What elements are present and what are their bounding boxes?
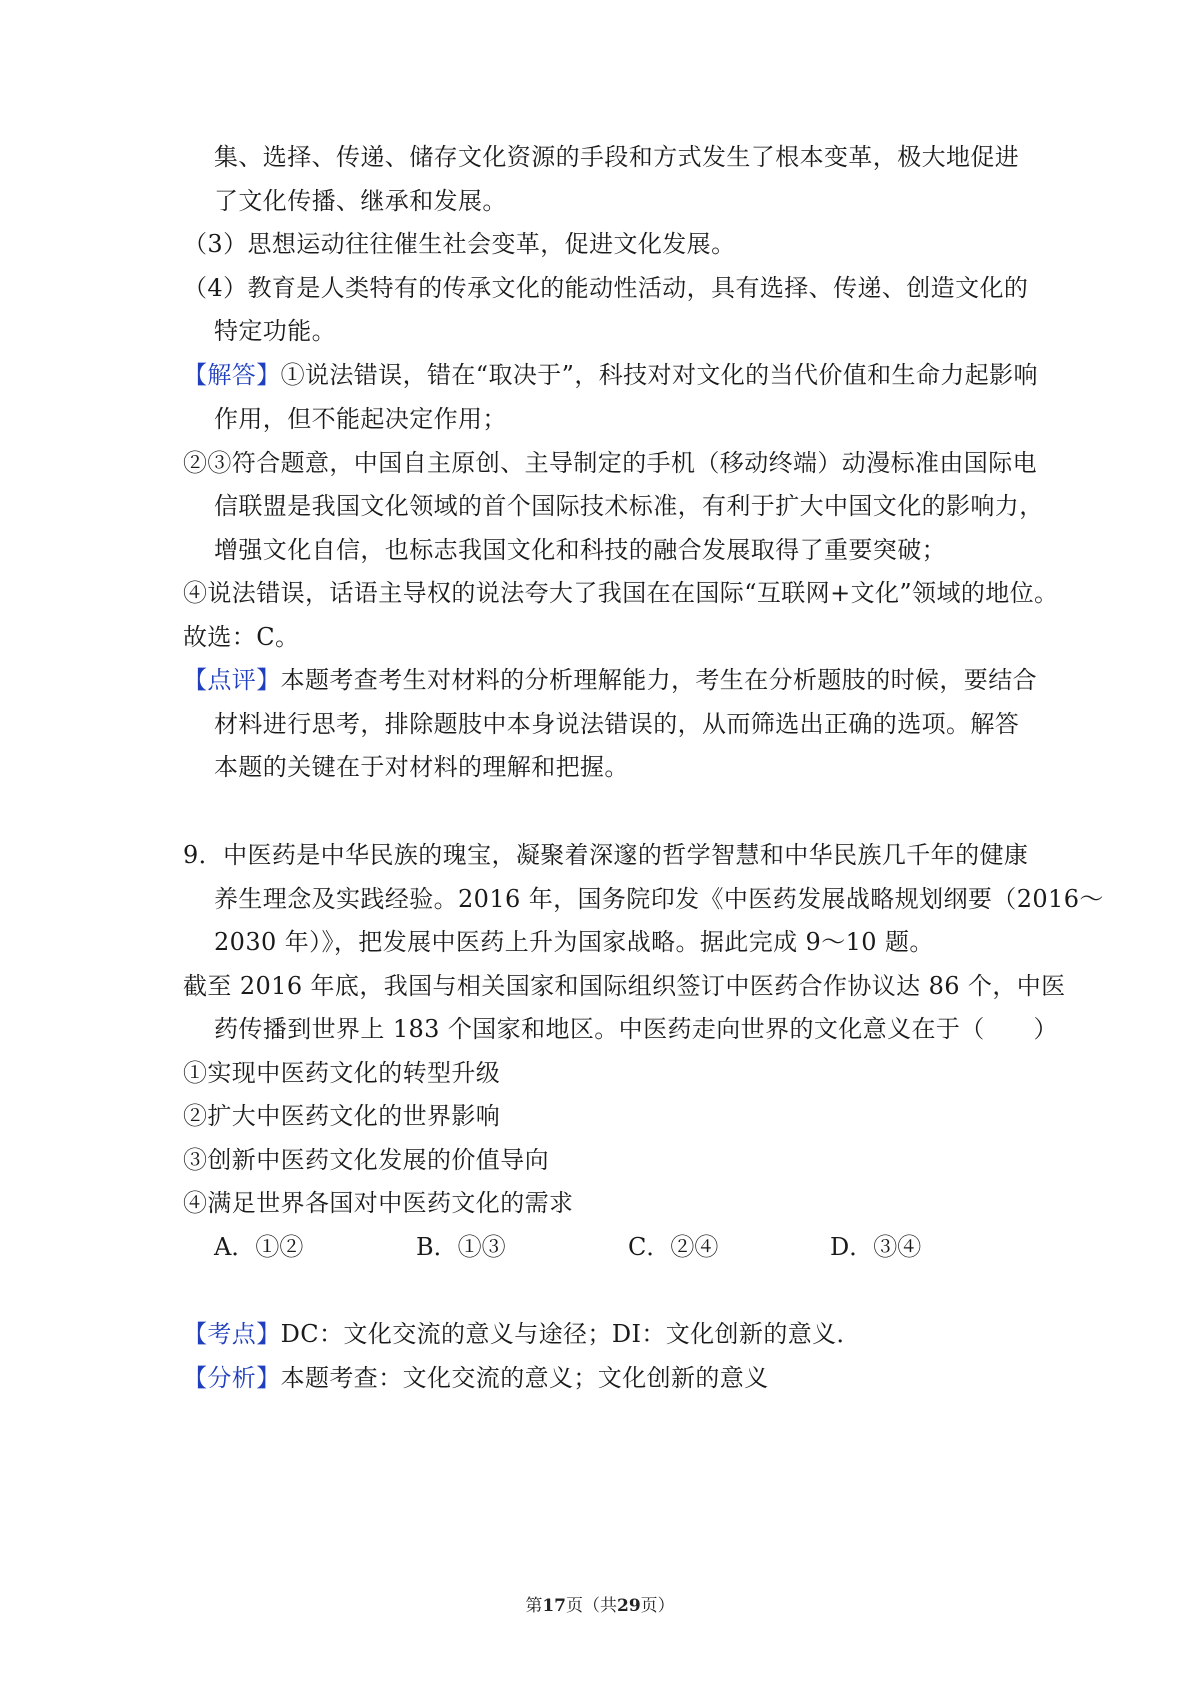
text-line: 集、选择、传递、储存文化资源的手段和方式发生了根本变革，极大地促进 — [214, 143, 1020, 171]
text-line: 材料进行思考，排除题肢中本身说法错误的，从而筛选出正确的选项。解答 — [214, 710, 1020, 738]
statement-item: ③创新中医药文化发展的价值导向 — [183, 1146, 549, 1174]
text-line: 增强文化自信，也标志我国文化和科技的融合发展取得了重要突破； — [214, 536, 946, 564]
text-line: 本题的关键在于对材料的理解和把握。 — [214, 753, 629, 781]
answer-line: 【解答】①说法错误，错在“取决于”，科技对对文化的当代价值和生命力起影响 — [183, 361, 1038, 389]
text-line: ④说法错误，话语主导权的说法夸大了我国在在国际“互联网+文化”领域的地位。 — [183, 579, 1059, 607]
fenxi-line: 【分析】本题考查：文化交流的意义；文化创新的意义 — [183, 1364, 769, 1392]
text-line: 了文化传播、继承和发展。 — [214, 187, 507, 215]
option-d: D．③④ — [830, 1233, 922, 1261]
text-line: （3）思想运动往往催生社会变革，促进文化发展。 — [183, 230, 736, 258]
question-line: 9．中医药是中华民族的瑰宝，凝聚着深邃的哲学智慧和中华民族几千年的健康 — [183, 841, 1029, 869]
text-line: 截至 2016 年底，我国与相关国家和国际组织签订中医药合作协议达 86 个，中医 — [183, 972, 1066, 1000]
total-pages: 29 — [617, 1596, 641, 1616]
comment-line: 【点评】本题考查考生对材料的分析理解能力，考生在分析题肢的时候，要结合 — [183, 666, 1038, 694]
text-line: （4）教育是人类特有的传承文化的能动性活动，具有选择、传递、创造文化的 — [183, 274, 1029, 302]
text-line: 作用，但不能起决定作用； — [214, 405, 507, 433]
answer-tag: 【解答】 — [183, 361, 281, 389]
comment-tag: 【点评】 — [183, 666, 281, 694]
kaodian-tag: 【考点】 — [183, 1320, 281, 1348]
fenxi-tag: 【分析】 — [183, 1364, 281, 1392]
kaodian-line: 【考点】DC：文化交流的意义与途径；DI：文化创新的意义． — [183, 1320, 861, 1348]
text-line: 特定功能。 — [214, 317, 336, 345]
page-number: 17 — [542, 1596, 566, 1616]
page-footer: 第17页（共29页） — [525, 1596, 675, 1616]
option-a: A．①② — [214, 1233, 304, 1261]
statement-item: ①实现中医药文化的转型升级 — [183, 1059, 501, 1087]
option-c: C．②④ — [628, 1233, 719, 1261]
text-line: 药传播到世界上 183 个国家和地区。中医药走向世界的文化意义在于（ ） — [214, 1015, 1058, 1043]
text-line: 养生理念及实践经验。2016 年，国务院印发《中医药发展战略规划纲要（2016～ — [214, 885, 1104, 913]
text-line: 2030 年）》，把发展中医药上升为国家战略。据此完成 9～10 题。 — [214, 928, 934, 956]
text-line: 信联盟是我国文化领域的首个国际技术标准，有利于扩大中国文化的影响力， — [214, 492, 1044, 520]
statement-item: ②扩大中医药文化的世界影响 — [183, 1102, 501, 1130]
option-b: B．①③ — [416, 1233, 506, 1261]
statement-item: ④满足世界各国对中医药文化的需求 — [183, 1189, 574, 1217]
text-line: ②③符合题意，中国自主原创、主导制定的手机（移动终端）动漫标准由国际电 — [183, 449, 1037, 477]
text-line: 故选：C。 — [183, 623, 300, 651]
